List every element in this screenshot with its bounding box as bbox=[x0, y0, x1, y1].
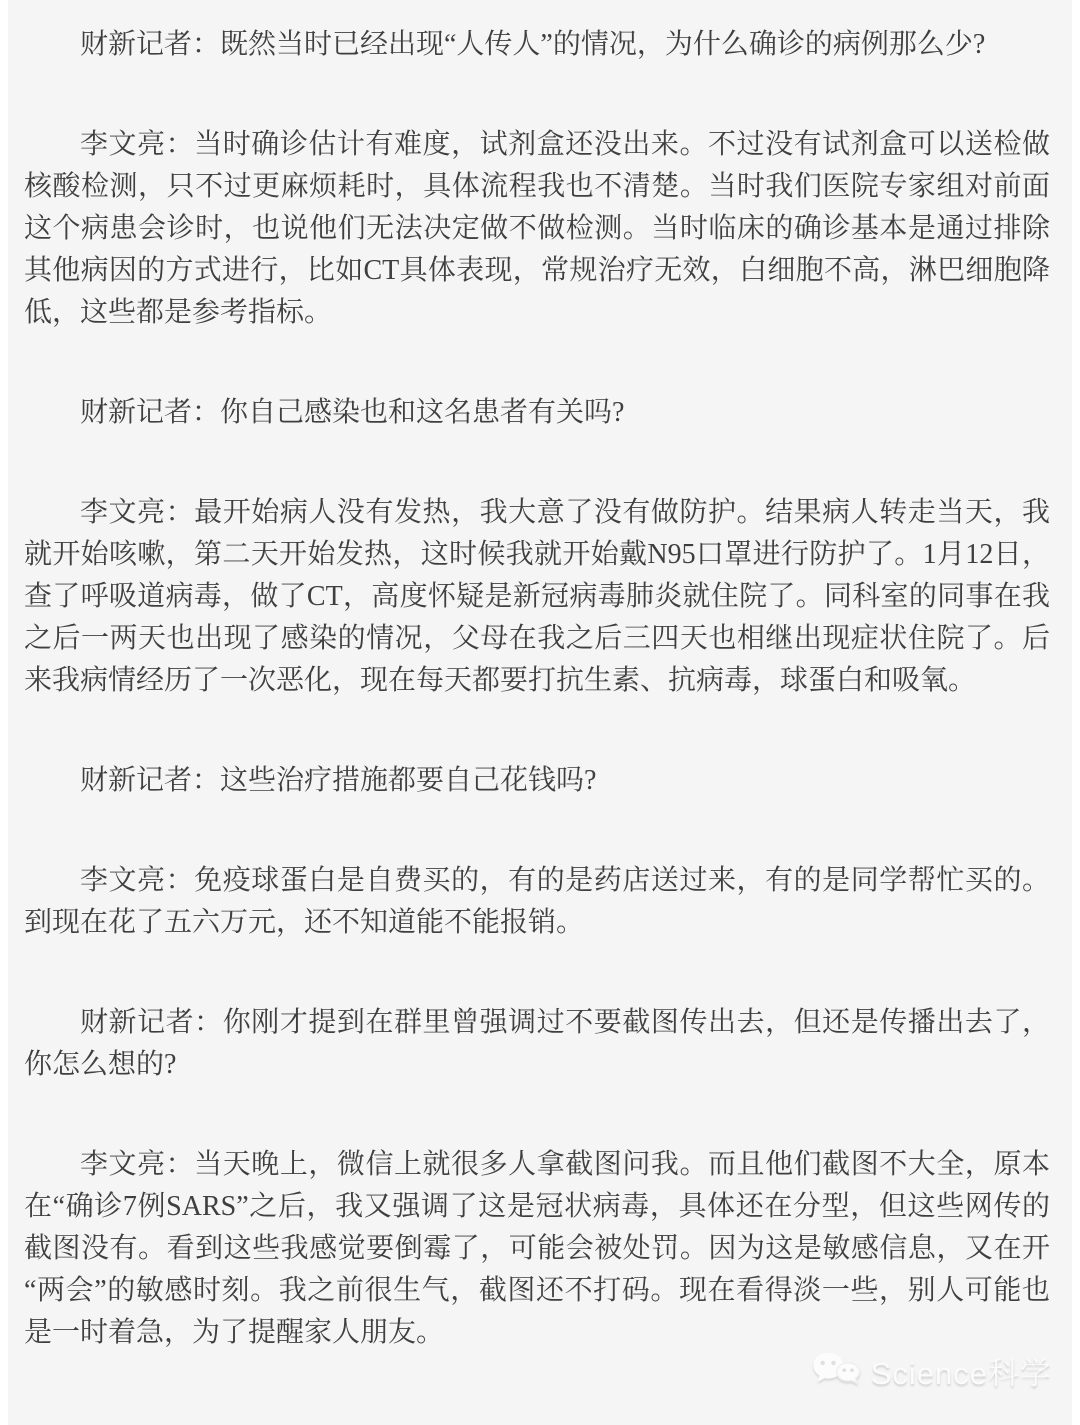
interview-question: 财新记者：你自己感染也和这名患者有关吗? bbox=[80, 397, 625, 428]
interview-answer: 李文亮：当天晚上，微信上就很多人拿截图问我。而且他们截图不大全，原本在“确诊7例SARS”之后，我又强调了这是冠状病毒，具体还在分型，但这些网传的截图没有。看到这些我感觉要倒霉了，可能会被处罚。因为这是敏感信息，又在开“两会”的敏感时刻。我之前很生气，截图还不打码。现在看得淡一些，别人可能也是一时着急，为了提醒家人朋友。 bbox=[24, 1149, 1050, 1348]
interview-answer: 李文亮：最开始病人没有发热，我大意了没有做防护。结果病人转走当天，我就开始咳嗽，第二天开始发热，这时候我就开始戴N95口罩进行防护了。1月12日，查了呼吸道病毒，做了CT，高度怀疑是新冠病毒肺炎就住院了。同科室的同事在我之后一两天也出现了感染的情况，父母在我之后三四天也相继出现症状住院了。后来我病情经历了一次恶化，现在每天都要打抗生素、抗病毒，球蛋白和吸氧。 bbox=[24, 497, 1050, 696]
interview-question: 财新记者：既然当时已经出现“人传人”的情况，为什么确诊的病例那么少? bbox=[80, 29, 986, 60]
interview-answer: 李文亮：免疫球蛋白是自费买的，有的是药店送过来，有的是同学帮忙买的。到现在花了五六万元，还不知道能不能报销。 bbox=[24, 865, 1050, 938]
watermark-label: Science科学 bbox=[870, 1356, 1052, 1391]
interview-question: 财新记者：这些治疗措施都要自己花钱吗? bbox=[80, 765, 597, 796]
article-panel bbox=[8, 0, 1072, 1425]
interview-question: 财新记者：你刚才提到在群里曾强调过不要截图传出去，但还是传播出去了，你怎么想的? bbox=[24, 1007, 1050, 1080]
interview-answer: 李文亮：当时确诊估计有难度，试剂盒还没出来。不过没有试剂盒可以送检做核酸检测，只不过更麻烦耗时，具体流程我也不清楚。当时我们医院专家组对前面这个病患会诊时，也说他们无法决定做不做检测。当时临床的确诊基本是通过排除其他病因的方式进行，比如CT具体表现，常规治疗无效，白细胞不高，淋巴细胞降低，这些都是参考指标。 bbox=[24, 129, 1050, 328]
